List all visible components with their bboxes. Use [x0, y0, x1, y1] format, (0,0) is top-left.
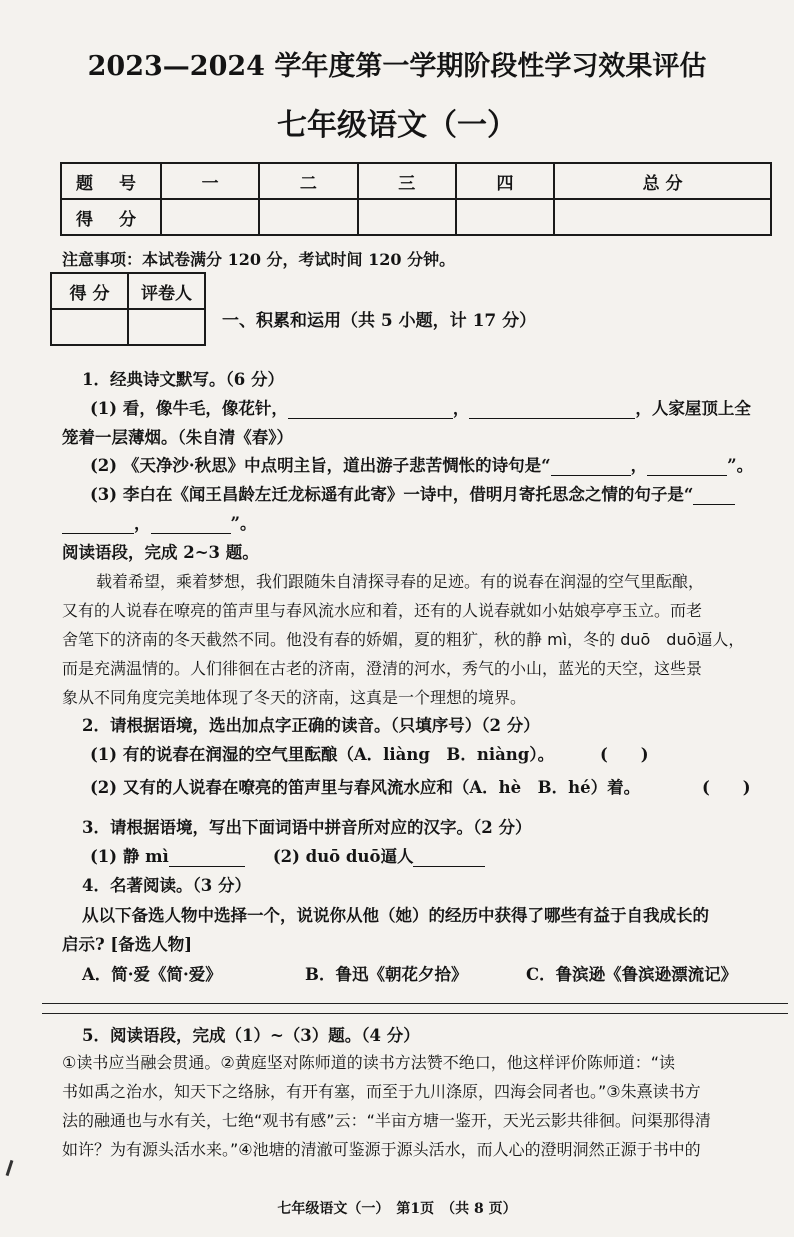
answer-blank[interactable]: [169, 850, 245, 867]
score-cell[interactable]: [161, 199, 259, 235]
answer-blank[interactable]: [551, 459, 631, 476]
answer-area-divider: [42, 1013, 788, 1014]
q5-passage-line: 法的融通也与水有关，七绝“观书有感”云：“半亩方塘一鉴开，天光云影共徘徊。问渠那得清: [62, 1111, 711, 1130]
q2-part1-answer-paren[interactable]: ( ): [600, 745, 649, 764]
q1-part3-line2: [62, 514, 257, 534]
grader-score-cell[interactable]: [51, 309, 128, 345]
q1-part1-line2: 笼着一层薄烟。（朱自清《春》）: [62, 428, 293, 447]
exam-subtitle: 七年级语文（一）: [277, 108, 517, 143]
score-cell[interactable]: [259, 199, 357, 235]
q3-title: 3．请根据语境，写出下面词语中拼音所对应的汉字。（2 分）: [82, 818, 532, 837]
answer-blank[interactable]: [288, 402, 453, 419]
q1-part2-comma: ，: [630, 456, 648, 475]
answer-blank[interactable]: [469, 402, 635, 419]
q4-option-c: C．鲁滨逊《鲁滨逊漂流记》: [526, 965, 738, 984]
grader-box: [50, 272, 206, 346]
q1-part2: [90, 456, 753, 476]
q1-part2-suffix: ”。: [727, 456, 754, 475]
score-table-col-2: 二: [259, 163, 357, 199]
q1-part3-prompt: (3) 李白在《闻王昌龄左迁龙标遥有此寄》一诗中，借明月寄托思念之情的句子是“: [90, 485, 694, 504]
q3-parts: [90, 847, 485, 867]
q2-part1-text: (1) 有的说春在润湿的空气里酝酿（A．liàng B．niàng）。: [90, 745, 555, 764]
grader-name-cell[interactable]: [128, 309, 205, 345]
q1-part1-suffix: ，人家屋顶上全: [635, 399, 751, 418]
score-cell[interactable]: [358, 199, 456, 235]
q4-option-b: B．鲁迅《朝花夕拾》: [305, 965, 468, 984]
q2-part2-text: (2) 又有的人说春在嘹亮的笛声里与春风流水应和（A．hè B．hé）着。: [90, 778, 641, 797]
q5-passage-line: 书如禹之治水，知天下之络脉，有开有塞，而至于九川涤原，四海会同者也。”③朱熹读书方: [62, 1082, 701, 1101]
q4-title: 4．名著阅读。（3 分）: [82, 876, 251, 895]
q4-line2: 启示? [备选人物]: [62, 935, 193, 954]
section-1-heading: 一、积累和运用（共 5 小题，计 17 分）: [222, 311, 537, 331]
q3-part2-text: (2) duō duō逼人: [272, 847, 414, 866]
q1-part1-prompt: (1) 看，像牛毛，像花针，: [90, 399, 288, 418]
answer-area-divider: [42, 1003, 788, 1004]
q2-part2-answer-paren[interactable]: ( ): [702, 778, 751, 797]
pen-mark: [6, 1160, 14, 1176]
score-table-score-row: [61, 199, 771, 235]
q2-part1: [90, 745, 554, 765]
grader-name-label: 评卷人: [128, 273, 205, 309]
q1-part3-comma: ，: [134, 514, 151, 533]
q1-part1: [90, 399, 751, 419]
answer-blank[interactable]: [693, 488, 735, 505]
q5-title: 5．阅读语段，完成（1）~（3）题。（4 分）: [82, 1026, 420, 1045]
score-table-score-label: 得 分: [61, 199, 161, 235]
q4-line1: 从以下备选人物中选择一个，说说你从他（她）的经历中获得了哪些有益于自我成长的: [82, 906, 709, 925]
q4-option-a: A．简·爱《简·爱》: [82, 965, 222, 984]
score-cell[interactable]: [456, 199, 554, 235]
score-table-col-3: 三: [358, 163, 456, 199]
q2-part2: [90, 778, 640, 798]
page-footer: 七年级语文（一） 第1页 （共 8 页）: [277, 1201, 517, 1217]
score-table: [60, 162, 772, 236]
answer-blank[interactable]: [151, 517, 231, 534]
q1-part1-comma: ，: [452, 399, 470, 418]
q1-title: 1．经典诗文默写。（6 分）: [82, 370, 284, 389]
answer-blank[interactable]: [647, 459, 727, 476]
answer-blank[interactable]: [413, 850, 485, 867]
score-table-col-total: 总 分: [554, 163, 771, 199]
q2-title: 2．请根据语境，选出加点字正确的读音。（只填序号）（2 分）: [82, 716, 540, 735]
reading-intro: 阅读语段，完成 2~3 题。: [62, 543, 259, 562]
score-table-row-label: 题 号: [61, 163, 161, 199]
score-cell[interactable]: [554, 199, 771, 235]
passage-line: 载着希望，乘着梦想，我们跟随朱自清探寻春的足迹。有的说春在润湿的空气里酝酿，: [96, 572, 705, 591]
q1-part3: [90, 485, 735, 505]
q5-passage-line: 如许？为有源头活水来。”④池塘的清澈可鉴源于源头活水，而人心的澄明洞然正源于书中的: [62, 1140, 701, 1159]
passage-line: 象从不同角度完美地体现了冬天的济南，这真是一个理想的境界。: [62, 688, 527, 707]
q1-part3-suffix: ”。: [230, 514, 257, 533]
score-table-col-1: 一: [161, 163, 259, 199]
exam-title: 2023—2024 学年度第一学期阶段性学习效果评估: [87, 51, 707, 82]
score-table-col-4: 四: [456, 163, 554, 199]
q3-part1-text: (1) 静 mì: [90, 847, 169, 866]
passage-line: 舍笔下的济南的冬天截然不同。他没有春的娇媚，夏的粗犷，秋的静 mì，冬的 duō duō逼人，: [62, 630, 745, 649]
passage-line: 又有的人说春在嘹亮的笛声里与春风流水应和着，还有的人说春就如小姑娘亭亭玉立。而老: [62, 601, 703, 620]
exam-notice: 注意事项：本试卷满分 120 分，考试时间 120 分钟。: [62, 250, 456, 269]
answer-blank[interactable]: [62, 517, 134, 534]
grader-score-label: 得 分: [51, 273, 128, 309]
passage-line: 而是充满温情的。人们徘徊在古老的济南，澄清的河水，秀气的小山，蓝光的天空，这些景: [62, 659, 703, 678]
q5-passage-line: ①读书应当融会贯通。②黄庭坚对陈师道的读书方法赞不绝口，他这样评价陈师道：“读: [62, 1053, 675, 1072]
q1-part2-prompt: (2) 《天净沙·秋思》中点明主旨，道出游子悲苦惆怅的诗句是“: [90, 456, 551, 475]
score-table-header-row: [61, 163, 771, 199]
